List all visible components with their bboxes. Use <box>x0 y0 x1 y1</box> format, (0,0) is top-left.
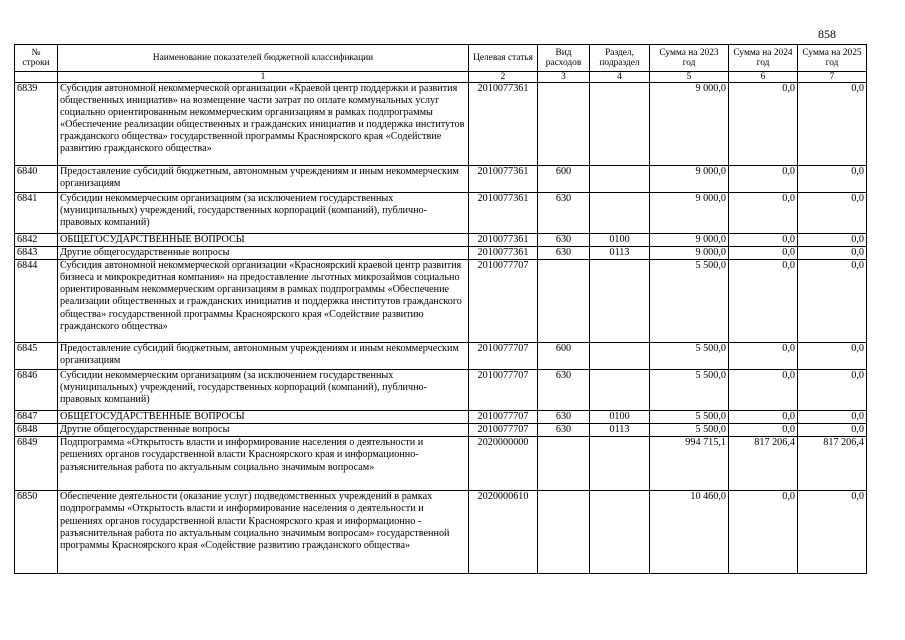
row-sum-2023: 10 460,0 <box>650 491 729 574</box>
row-number: 6846 <box>15 370 58 411</box>
row-expense-type <box>538 437 590 491</box>
table-row <box>15 411 867 424</box>
header-sum-2024: Сумма на 2024 год <box>729 45 798 72</box>
row-sum-2025: 0,0 <box>798 193 867 234</box>
row-expense-type: 630 <box>538 234 590 247</box>
row-expense-type: 630 <box>538 247 590 260</box>
row-name: Подпрограмма «Открытость власти и информирование населения о деятельности и решениях органов государственной власти Красноярского края и информационно-разъяснительная работа по актуальным социально значимым вопросам» <box>58 437 469 491</box>
table-row <box>15 424 867 437</box>
row-sum-2025: 0,0 <box>798 83 867 166</box>
table-row <box>15 234 867 247</box>
row-sum-2023: 994 715,1 <box>650 437 729 491</box>
row-name: Субсидия автономной некоммерческой организации «Красноярский краевой центр развития бизнеса и микрокредитная компания» на предоставление льготных микрозаймов социально ориентированным некоммерческим организациям в рамках подпрограммы «Обеспечение реализации общественных и гражданских инициатив и поддержка институтов гражданского общества» государственной программы Красноярского края «Содействие развитию гражданского общества» <box>58 260 469 343</box>
row-expense-type <box>538 260 590 343</box>
table-row <box>15 370 867 411</box>
row-section <box>590 343 650 370</box>
row-sum-2025: 0,0 <box>798 491 867 574</box>
row-target-code: 2010077361 <box>469 234 538 247</box>
row-target-code: 2010077707 <box>469 424 538 437</box>
row-section <box>590 437 650 491</box>
row-section <box>590 193 650 234</box>
row-number: 6844 <box>15 260 58 343</box>
row-name: Субсидия автономной некоммерческой организации «Краевой центр поддержки и развития общественных инициатив» на возмещение части затрат по оплате коммунальных услуг социально ориентированным некоммерческим организациям в рамках подпрограммы «Обеспечение реализации общественных и гражданских инициатив и поддержка институтов гражданского общества» государственной программы Красноярского края «Содействие развитию гражданского общества» <box>58 83 469 166</box>
row-number: 6850 <box>15 491 58 574</box>
row-target-code: 2020000610 <box>469 491 538 574</box>
table-row <box>15 193 867 234</box>
row-section: 0113 <box>590 424 650 437</box>
row-section <box>590 166 650 193</box>
row-target-code: 2010077707 <box>469 370 538 411</box>
row-expense-type: 630 <box>538 411 590 424</box>
row-sum-2025: 0,0 <box>798 166 867 193</box>
row-number: 6841 <box>15 193 58 234</box>
row-sum-2023: 5 500,0 <box>650 260 729 343</box>
row-section <box>590 491 650 574</box>
row-section <box>590 83 650 166</box>
row-number: 6840 <box>15 166 58 193</box>
row-expense-type <box>538 491 590 574</box>
row-expense-type: 630 <box>538 193 590 234</box>
row-name: Другие общегосударственные вопросы <box>58 247 469 260</box>
row-sum-2024: 0,0 <box>729 234 798 247</box>
row-sum-2025: 0,0 <box>798 343 867 370</box>
row-sum-2024: 0,0 <box>729 193 798 234</box>
row-sum-2025: 0,0 <box>798 411 867 424</box>
row-sum-2023: 5 500,0 <box>650 424 729 437</box>
table-row <box>15 247 867 260</box>
row-sum-2024: 0,0 <box>729 166 798 193</box>
row-name: Другие общегосударственные вопросы <box>58 424 469 437</box>
table-row <box>15 437 867 491</box>
row-sum-2024: 0,0 <box>729 411 798 424</box>
row-expense-type: 630 <box>538 424 590 437</box>
column-number: 4 <box>590 72 650 83</box>
row-sum-2025: 0,0 <box>798 370 867 411</box>
row-name: ОБЩЕГОСУДАРСТВЕННЫЕ ВОПРОСЫ <box>58 234 469 247</box>
row-sum-2024: 817 206,4 <box>729 437 798 491</box>
column-number: 2 <box>469 72 538 83</box>
row-name: Обеспечение деятельности (оказание услуг) подведомственных учреждений в рамках подпрограммы «Открытость власти и информирование населения о деятельности и решениях органов государственной власти Красноярского края и информационно - разъяснительная работа по актуальным социально значимым вопросам» государственной программы Красноярского края «Содействие развитию гражданского общества» <box>58 491 469 574</box>
row-target-code: 2010077707 <box>469 411 538 424</box>
header-row-number: № строки <box>15 45 58 72</box>
row-sum-2024: 0,0 <box>729 491 798 574</box>
row-name: ОБЩЕГОСУДАРСТВЕННЫЕ ВОПРОСЫ <box>58 411 469 424</box>
row-sum-2025: 0,0 <box>798 247 867 260</box>
row-target-code: 2010077707 <box>469 343 538 370</box>
row-section <box>590 370 650 411</box>
row-sum-2024: 0,0 <box>729 424 798 437</box>
column-number-row <box>15 72 867 83</box>
header-expense-type: Вид расходов <box>538 45 590 72</box>
row-sum-2023: 9 000,0 <box>650 234 729 247</box>
row-sum-2023: 9 000,0 <box>650 166 729 193</box>
row-name: Субсидии некоммерческим организациям (за исключением государственных (муниципальных) учреждений, государственных корпораций (компаний), публично-правовых компаний) <box>58 370 469 411</box>
row-number: 6839 <box>15 83 58 166</box>
column-number: 1 <box>58 72 469 83</box>
column-number: 3 <box>538 72 590 83</box>
row-section: 0113 <box>590 247 650 260</box>
table-row <box>15 491 867 574</box>
row-section <box>590 260 650 343</box>
row-target-code: 2020000000 <box>469 437 538 491</box>
row-target-code: 2010077361 <box>469 193 538 234</box>
row-sum-2025: 0,0 <box>798 234 867 247</box>
row-number: 6842 <box>15 234 58 247</box>
row-sum-2024: 0,0 <box>729 370 798 411</box>
table-row <box>15 166 867 193</box>
row-sum-2025: 0,0 <box>798 424 867 437</box>
column-number: 6 <box>729 72 798 83</box>
table-row <box>15 343 867 370</box>
row-number: 6848 <box>15 424 58 437</box>
row-target-code: 2010077361 <box>469 166 538 193</box>
row-section: 0100 <box>590 411 650 424</box>
column-number: 5 <box>650 72 729 83</box>
row-number: 6845 <box>15 343 58 370</box>
header-section: Раздел, подраздел <box>590 45 650 72</box>
row-section: 0100 <box>590 234 650 247</box>
header-sum-2023: Сумма на 2023 год <box>650 45 729 72</box>
row-sum-2024: 0,0 <box>729 83 798 166</box>
row-name: Предоставление субсидий бюджетным, автономным учреждениям и иным некоммерческим организациям <box>58 343 469 370</box>
row-sum-2023: 5 500,0 <box>650 370 729 411</box>
header-row <box>15 45 867 72</box>
row-sum-2023: 9 000,0 <box>650 193 729 234</box>
table-row <box>15 83 867 166</box>
row-number: 6843 <box>15 247 58 260</box>
row-expense-type: 600 <box>538 343 590 370</box>
row-sum-2023: 9 000,0 <box>650 83 729 166</box>
row-name: Субсидии некоммерческим организациям (за исключением государственных (муниципальных) учреждений, государственных корпораций (компаний), публично-правовых компаний) <box>58 193 469 234</box>
row-sum-2025: 0,0 <box>798 260 867 343</box>
row-sum-2023: 9 000,0 <box>650 247 729 260</box>
row-target-code: 2010077361 <box>469 83 538 166</box>
table-row <box>15 260 867 343</box>
row-sum-2024: 0,0 <box>729 260 798 343</box>
column-number: 7 <box>798 72 867 83</box>
page-number: 858 <box>818 27 836 41</box>
row-sum-2023: 5 500,0 <box>650 411 729 424</box>
row-sum-2024: 0,0 <box>729 247 798 260</box>
header-sum-2025: Сумма на 2025 год <box>798 45 867 72</box>
row-number: 6847 <box>15 411 58 424</box>
row-expense-type <box>538 83 590 166</box>
header-target-article: Целевая статья <box>469 45 538 72</box>
row-name: Предоставление субсидий бюджетным, автономным учреждениям и иным некоммерческим организациям <box>58 166 469 193</box>
row-sum-2025: 817 206,4 <box>798 437 867 491</box>
row-number: 6849 <box>15 437 58 491</box>
column-number <box>15 72 58 83</box>
row-target-code: 2010077707 <box>469 260 538 343</box>
row-sum-2024: 0,0 <box>729 343 798 370</box>
row-expense-type: 630 <box>538 370 590 411</box>
budget-table <box>14 44 867 574</box>
header-name: Наименование показателей бюджетной классификации <box>58 45 469 72</box>
row-target-code: 2010077361 <box>469 247 538 260</box>
row-expense-type: 600 <box>538 166 590 193</box>
row-sum-2023: 5 500,0 <box>650 343 729 370</box>
